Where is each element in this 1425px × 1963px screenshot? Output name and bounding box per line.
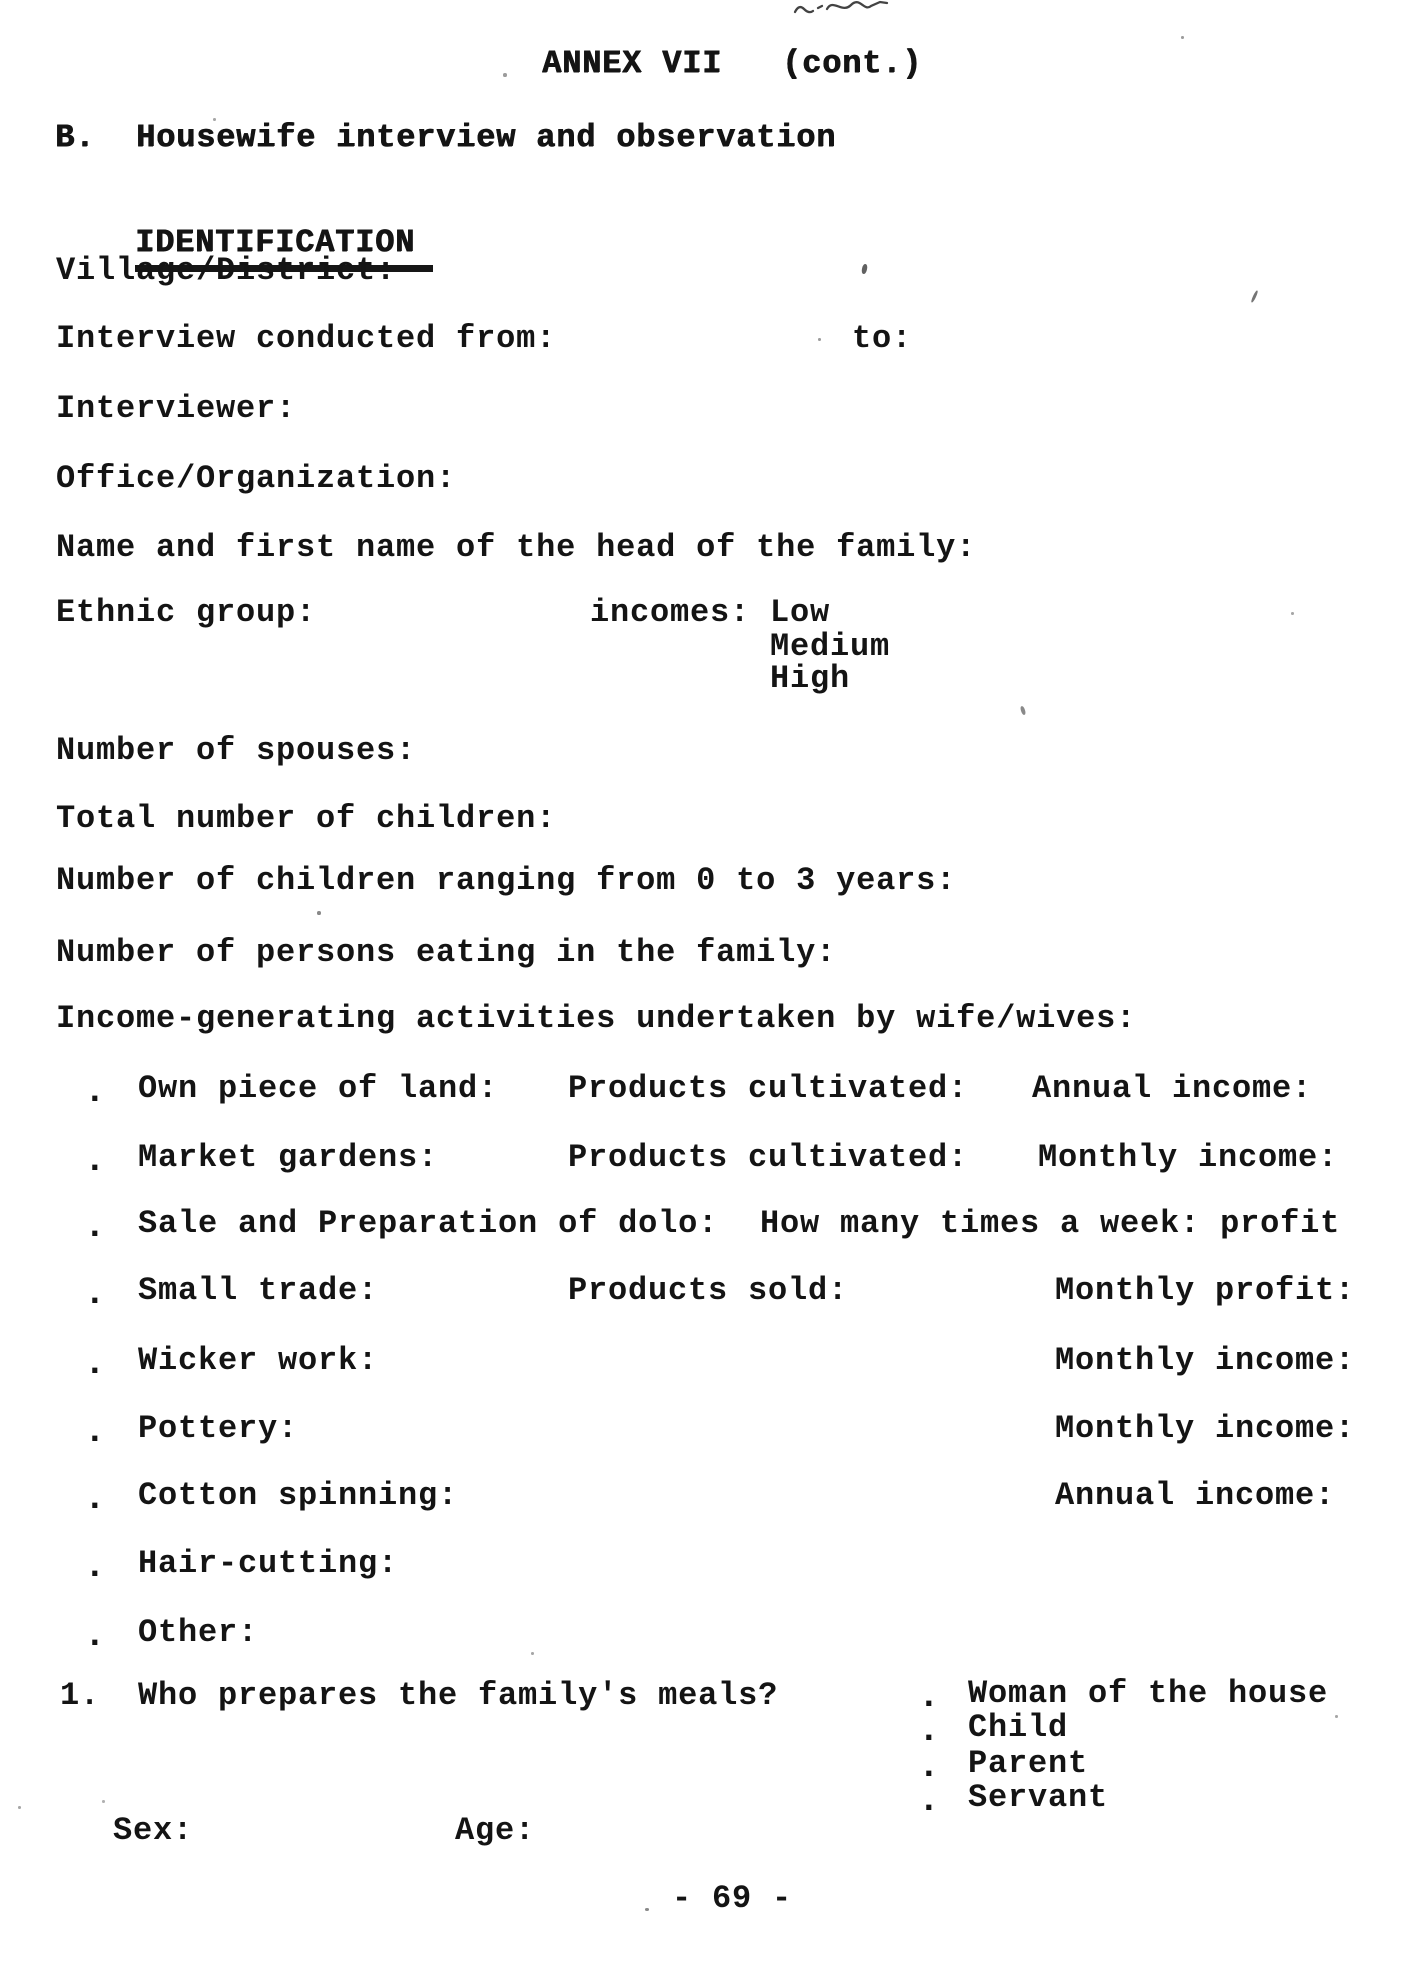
option-servant: Servant xyxy=(968,1779,1109,1816)
handwritten-scribble-artifact xyxy=(793,0,898,16)
field-sex: Sex: xyxy=(113,1812,194,1849)
field-interview-from: Interview conducted from: xyxy=(56,320,557,357)
scan-speck xyxy=(18,1806,21,1809)
activity-col3: Monthly income: xyxy=(1055,1342,1356,1379)
bullet-icon: . xyxy=(84,1273,107,1314)
bullet-icon: . xyxy=(84,1140,107,1181)
activity-label: Small trade: xyxy=(138,1272,379,1309)
identification-section-label xyxy=(55,188,433,308)
bullet-icon: . xyxy=(84,1478,107,1519)
bullet-icon: . xyxy=(918,1710,941,1751)
activity-col3: Annual income: xyxy=(1032,1070,1313,1107)
field-incomes-label: incomes: xyxy=(590,594,751,631)
activity-label: Market gardens: xyxy=(138,1139,439,1176)
activity-col3: Monthly income: xyxy=(1038,1139,1339,1176)
field-persons-eating: Number of persons eating in the family: xyxy=(56,934,837,971)
scan-speck xyxy=(317,911,321,915)
section-heading: Housewife interview and observation xyxy=(136,119,837,156)
scan-speck xyxy=(1181,36,1184,39)
field-age: Age: xyxy=(455,1812,536,1849)
section-number: B. xyxy=(55,119,96,156)
income-level-low: Low xyxy=(770,594,831,631)
scan-speck xyxy=(531,1652,534,1655)
option-child: Child xyxy=(968,1709,1069,1746)
scan-speck xyxy=(861,264,868,275)
income-level-medium: Medium xyxy=(770,628,891,665)
field-total-children: Total number of children: xyxy=(56,800,557,837)
activities-heading: Income-generating activities undertaken by wife/wives: xyxy=(56,1000,1137,1037)
scan-speck xyxy=(503,73,507,77)
bullet-icon: . xyxy=(918,1676,941,1717)
activity-col2: How many times a week: profit xyxy=(760,1205,1341,1242)
activity-label: Wicker work: xyxy=(138,1342,379,1379)
page-title: ANNEX VII (cont.) xyxy=(542,45,923,82)
field-interviewer: Interviewer: xyxy=(56,390,297,427)
bullet-icon: . xyxy=(84,1206,107,1247)
identification-underlined-text: IDENTIFICATION xyxy=(135,225,433,272)
activity-label: Sale and Preparation of dolo: xyxy=(138,1205,719,1242)
activity-label: Hair-cutting: xyxy=(138,1545,399,1582)
field-number-of-spouses: Number of spouses: xyxy=(56,732,417,769)
scan-speck xyxy=(1020,706,1027,716)
activity-col3: Monthly income: xyxy=(1055,1410,1356,1447)
page-number: - 69 - xyxy=(672,1880,793,1917)
scan-speck xyxy=(818,338,821,341)
field-ethnic-group: Ethnic group: xyxy=(56,594,317,631)
bullet-icon: . xyxy=(84,1546,107,1587)
activity-label: Cotton spinning: xyxy=(138,1477,459,1514)
scan-speck xyxy=(102,1800,105,1803)
question-1-text: Who prepares the family's meals? xyxy=(138,1677,779,1714)
bullet-icon: . xyxy=(918,1780,941,1821)
activity-col3: Monthly profit: xyxy=(1055,1272,1356,1309)
activity-col2: Products cultivated: xyxy=(568,1139,969,1176)
bullet-icon: . xyxy=(84,1071,107,1112)
activity-label: Other: xyxy=(138,1614,259,1651)
bullet-icon: . xyxy=(918,1746,941,1787)
field-interview-to: to: xyxy=(852,320,913,357)
field-children-0-to-3: Number of children ranging from 0 to 3 years: xyxy=(56,862,957,899)
field-village-district: Village/District: xyxy=(56,252,397,289)
scan-speck xyxy=(1335,1715,1338,1718)
activity-col2: Products cultivated: xyxy=(568,1070,969,1107)
option-parent: Parent xyxy=(968,1745,1089,1782)
question-1-number: 1. xyxy=(60,1677,101,1714)
bullet-icon: . xyxy=(84,1615,107,1656)
field-office-organization: Office/Organization: xyxy=(56,460,457,497)
field-head-of-family: Name and first name of the head of the family: xyxy=(56,529,977,566)
activity-label: Pottery: xyxy=(138,1410,299,1447)
scan-speck xyxy=(1250,290,1258,303)
bullet-icon: . xyxy=(84,1411,107,1452)
activity-label: Own piece of land: xyxy=(138,1070,499,1107)
activity-col3: Annual income: xyxy=(1055,1477,1336,1514)
income-level-high: High xyxy=(770,660,851,697)
option-woman-of-the-house: Woman of the house xyxy=(968,1675,1329,1712)
scan-speck xyxy=(645,1908,649,1911)
activity-col2: Products sold: xyxy=(568,1272,849,1309)
bullet-icon: . xyxy=(84,1343,107,1384)
scan-speck xyxy=(1291,612,1294,615)
